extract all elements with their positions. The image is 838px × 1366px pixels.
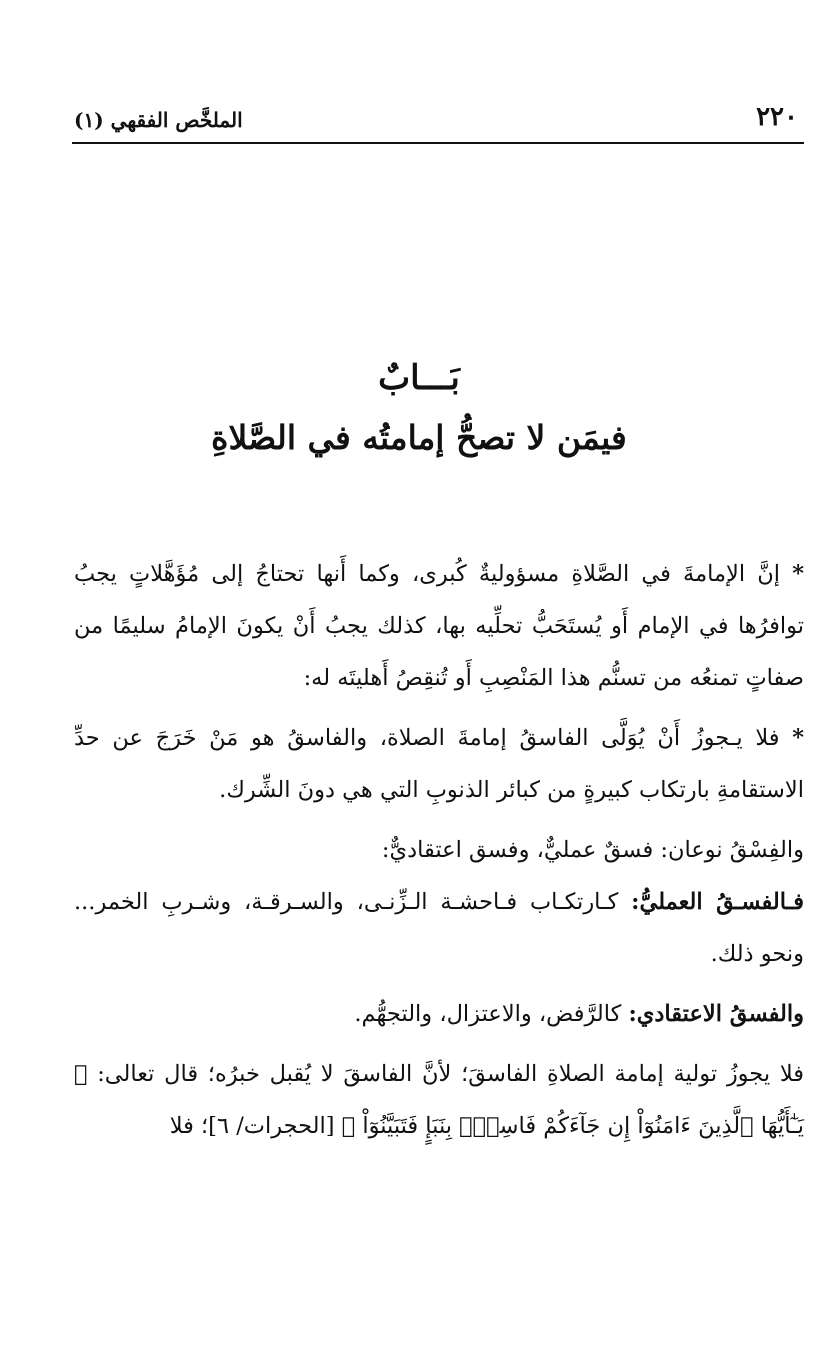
paragraph-1	[74, 548, 804, 704]
paragraph-4-text: كـارتكـاب فـاحشـة الـزِّنـى، والسـرقـة، وشـربِ الخمر... ونحو ذلك.	[74, 889, 804, 967]
paragraph-4	[74, 876, 804, 980]
paragraph-star: *	[792, 725, 805, 751]
body-text	[74, 548, 804, 1152]
paragraph-6	[74, 1048, 804, 1152]
paragraph-3-text: والفِسْقُ نوعان: فسقٌ عمليٌّ، وفسق اعتقاديٌّ:	[381, 837, 804, 863]
running-header	[72, 102, 804, 144]
term-creedal-fisq: والفسقُ الاعتقادي:	[628, 1001, 804, 1027]
paragraph-2-text: فلا يـجوزُ أَنْ يُوَلَّى الفاسقُ إمامةَ الصلاة، والفاسقُ هو مَنْ خَرَجَ عن حدِّ الاستقامةِ بارتكاب كبيرةٍ من كبائر الذنوبِ التي هي دونَ الشِّرك.	[74, 725, 804, 803]
chapter-title: فيمَن لا تصحُّ إمامتُه في الصَّلاةِ	[211, 418, 627, 457]
paragraph-3	[74, 824, 804, 876]
paragraph-6-text: فلا يجوزُ تولية إمامة الصلاةِ الفاسقَ؛ لأنَّ الفاسقَ لا يُقبل خبرُه؛ قال تعالى: ﴿ يَـٰٓأَيُّهَا ٱلَّذِينَ ءَامَنُوٓاْ إِن جَآءَكُمْ فَاسِقٌۢ بِنَبَإٍ فَتَبَيَّنُوٓاْ ﴾ [الحجرات/ ٦]؛ فلا	[74, 1061, 804, 1139]
page-number: ٢٢٠	[756, 102, 798, 132]
chapter-label: بَـــابٌ	[378, 358, 460, 398]
paragraph-5-text: كالرَّفض، والاعتزال، والتجهُّم.	[354, 1001, 622, 1027]
paragraph-1-text: إنَّ الإمامةَ في الصَّلاةِ مسؤوليةٌ كُبرى، وكما أَنها تحتاجُ إلى مُؤَهَّلاتٍ يجبُ توافرُها في الإمام أَو يُستَحَبُّ تحلِّيه بها، كذلك يجبُ أَنْ يكونَ الإمامُ سليمًا من صفاتٍ تمنعُه من تسنُّم هذا المَنْصِبِ أَو تُنقِصُ أَهليتَه له:	[74, 561, 804, 691]
paragraph-2	[74, 712, 804, 816]
paragraph-5	[74, 988, 804, 1040]
paragraph-star: *	[792, 561, 804, 587]
term-practical-fisq: فـالفسـقُ العمليُّ:	[631, 889, 804, 915]
book-title: الملخَّص الفقهي (١)	[74, 108, 243, 132]
